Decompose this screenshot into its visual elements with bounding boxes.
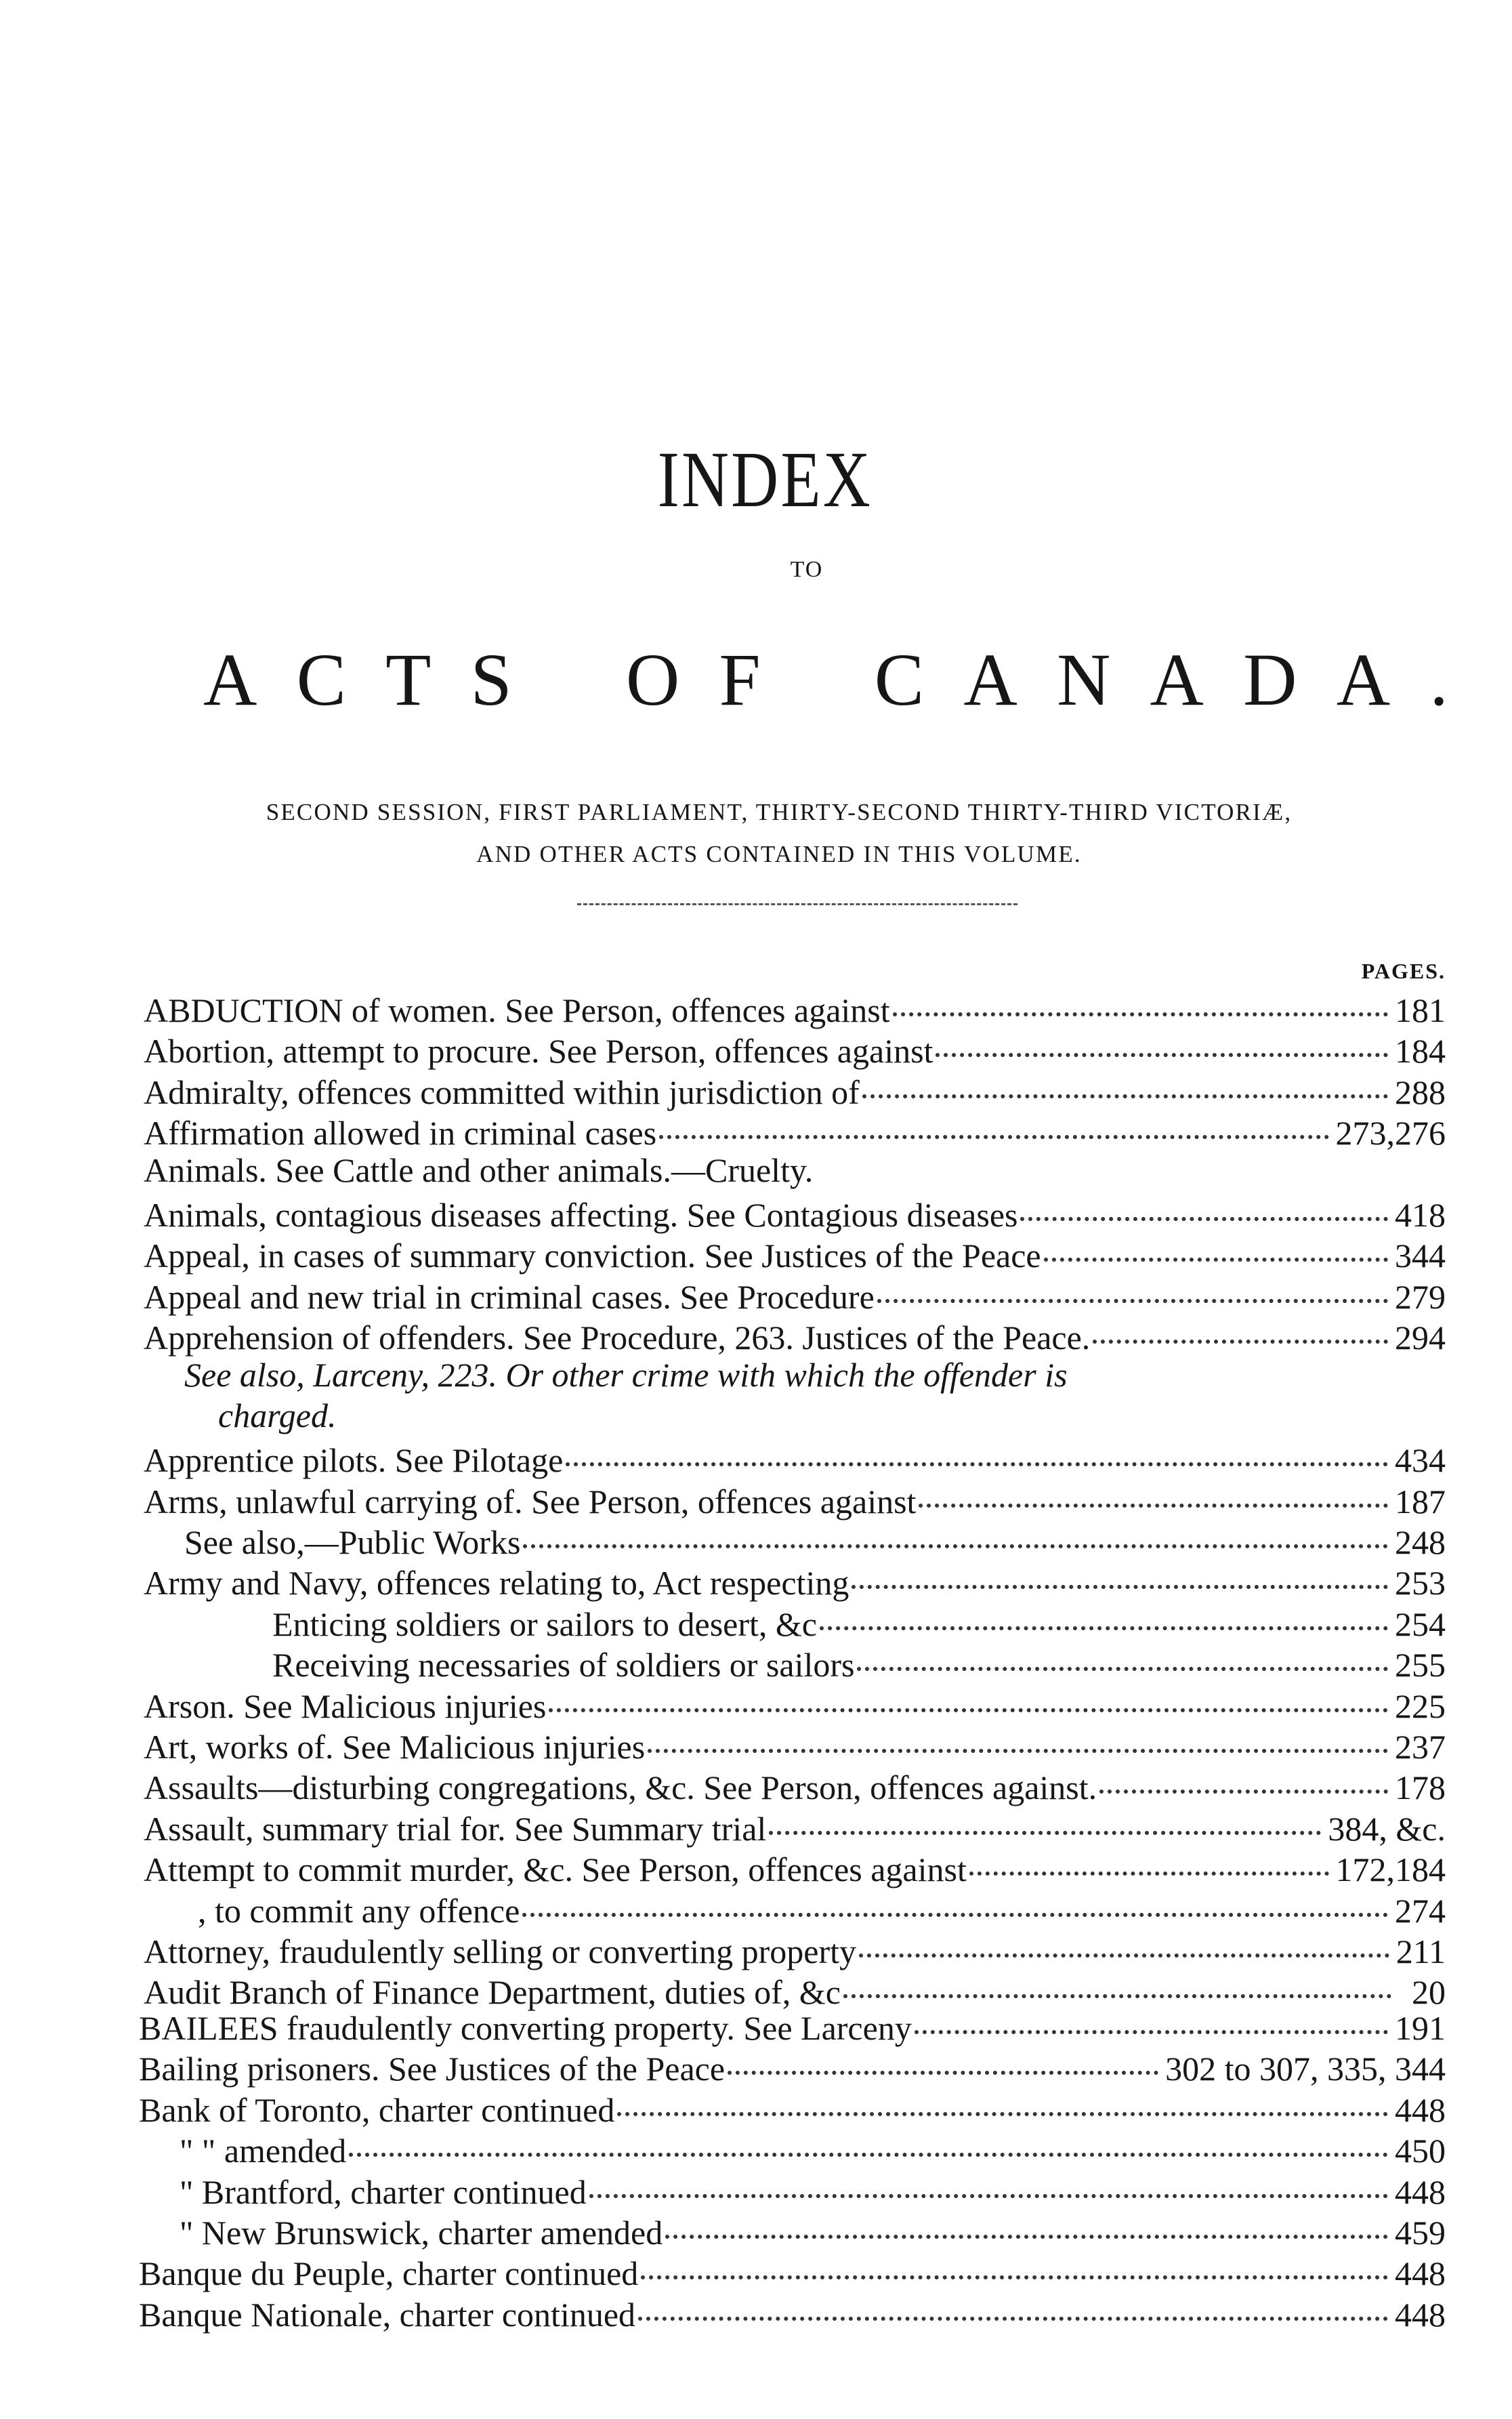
index-entry — [139, 2127, 1446, 2168]
index-entry — [144, 1436, 1446, 1480]
entry-page-number: 225 — [1395, 1687, 1446, 1725]
subtitle-letter: A — [1336, 638, 1392, 721]
index-entry — [144, 1396, 1446, 1436]
dot-leader — [1044, 1226, 1388, 1262]
entry-page-number: 20 — [1412, 1973, 1446, 2012]
index-entry — [139, 2086, 1446, 2127]
entry-page-number: 248 — [1395, 1523, 1446, 1562]
dot-leader — [862, 1063, 1388, 1098]
entry-text: Apprentice pilots. See Pilotage — [144, 1441, 564, 1480]
index-entry — [144, 1069, 1446, 1109]
index-entry — [144, 1273, 1446, 1314]
entry-text: Apprehension of offenders. See Procedure, 263. Justices of the Peace. — [144, 1319, 1091, 1357]
dot-leader — [638, 2286, 1388, 2321]
index-entry — [144, 987, 1446, 1027]
entry-page-number: 302 to 307, 335, 344 — [1165, 2050, 1446, 2088]
entry-text: Abortion, attempt to procure. See Person, offences against — [144, 1032, 933, 1071]
entry-text: See also,—Public Works — [184, 1523, 521, 1562]
entry-page-number: 448 — [1395, 2295, 1446, 2334]
subtitle-letter: T — [385, 638, 433, 721]
entry-text: Attempt to commit murder, &c. See Person, offences against — [144, 1851, 967, 1889]
entry-text: Banque du Peuple, charter continued — [139, 2254, 639, 2293]
subtitle-letter: D — [1243, 638, 1299, 721]
entry-text: Assaults—disturbing congregations, &c. See Person, offences against. — [144, 1769, 1097, 1807]
entry-text: Bank of Toronto, charter continued — [139, 2090, 615, 2129]
entry-text: Enticing soldiers or sailors to desert, &c — [272, 1605, 818, 1643]
dot-leader — [659, 1104, 1328, 1139]
subtitle-letter: A — [963, 638, 1019, 721]
entry-text: Art, works of. See Malicious injuries — [144, 1728, 646, 1766]
entry-page-number: 459 — [1395, 2213, 1446, 2252]
entry-text: Banque Nationale, charter continued — [139, 2295, 636, 2334]
subtitle-letter: O — [625, 638, 681, 721]
entry-page-number: 448 — [1395, 2172, 1446, 2211]
index-to: TO — [790, 557, 824, 582]
divider-rule — [577, 903, 1017, 905]
entry-page-number: 279 — [1395, 1277, 1446, 1316]
dot-leader — [728, 2040, 1158, 2075]
entry-text: charged. — [218, 1396, 337, 1434]
index-entry — [144, 1641, 1446, 1682]
entry-page-number: 184 — [1395, 1032, 1446, 1071]
index-entry — [144, 1805, 1446, 1846]
entry-page-number: 181 — [1395, 991, 1446, 1029]
entry-text: " Brantford, charter continued — [180, 2172, 587, 2211]
index-entry — [144, 1887, 1446, 1928]
entry-text: " " amended — [180, 2132, 347, 2170]
index-entry — [144, 1518, 1446, 1562]
entry-page-number: 384, &c. — [1328, 1809, 1446, 1848]
index-title: INDEX — [657, 435, 873, 524]
index-entries-b — [139, 2004, 1446, 2332]
subtitle-letter: F — [719, 638, 762, 721]
acts-of-canada-title — [203, 637, 1450, 723]
dot-leader — [617, 2081, 1388, 2116]
entry-text: Army and Navy, offences relating to, Act respecting — [144, 1564, 849, 1603]
entry-text: Arson. See Malicious injuries — [144, 1687, 547, 1725]
index-entry — [144, 1723, 1446, 1764]
dot-leader — [1020, 1186, 1388, 1221]
entry-text: Assault, summary trial for. See Summary trial — [144, 1809, 767, 1848]
entry-page-number: 294 — [1395, 1319, 1446, 1357]
subtitle-letter: A — [1150, 638, 1205, 721]
entry-page-number: 253 — [1395, 1564, 1446, 1603]
entry-page-number: 274 — [1395, 1891, 1446, 1930]
entry-page-number: 448 — [1395, 2090, 1446, 2129]
entry-page-number: 450 — [1395, 2132, 1446, 2170]
index-entry — [139, 2004, 1446, 2045]
subtitle-letter: C — [296, 638, 348, 721]
index-entry — [144, 1232, 1446, 1273]
subtitle-letter: . — [1429, 638, 1450, 721]
index-entry — [139, 2045, 1446, 2086]
dot-leader — [1093, 1308, 1388, 1344]
dot-leader — [523, 1513, 1388, 1548]
entry-text: Appeal, in cases of summary conviction. See Justices of the Peace — [144, 1237, 1041, 1275]
entry-text: BAILEES fraudulently converting property. See Larceny — [139, 2009, 912, 2047]
dot-leader — [843, 1963, 1391, 1998]
entry-page-number: 255 — [1395, 1646, 1446, 1684]
entry-text: Animals, contagious diseases affecting. See Contagious diseases — [144, 1195, 1018, 1234]
entry-text: , to commit any offence — [198, 1891, 520, 1930]
index-entry — [144, 1682, 1446, 1723]
subtitle-letter: A — [203, 638, 259, 721]
dot-leader — [915, 1999, 1388, 2034]
entry-text: Receiving necessaries of soldiers or sailors — [272, 1646, 855, 1684]
entry-page-number: 187 — [1395, 1482, 1446, 1521]
entry-page-number: 344 — [1395, 1237, 1446, 1275]
index-entry — [144, 1478, 1446, 1521]
entry-page-number: 172,184 — [1335, 1851, 1446, 1889]
entry-text: " New Brunswick, charter amended — [180, 2213, 663, 2252]
index-entry — [144, 1027, 1446, 1071]
dot-leader — [857, 1636, 1388, 1671]
dot-leader — [893, 981, 1388, 1016]
entry-page-number: 418 — [1395, 1195, 1446, 1234]
index-entry — [139, 2209, 1446, 2250]
entry-text: Affirmation allowed in criminal cases — [144, 1114, 657, 1153]
entry-page-number: 211 — [1395, 1932, 1446, 1970]
index-entry — [139, 2250, 1446, 2293]
entry-text: Animals. See Cattle and other animals.—Cruelty. — [144, 1151, 814, 1189]
index-entry — [144, 1314, 1446, 1355]
dot-leader — [589, 2163, 1388, 2198]
entry-page-number: 448 — [1395, 2254, 1446, 2293]
entry-page-number: 288 — [1395, 1073, 1446, 1111]
entry-text: See also, Larceny, 223. Or other crime with which the offender is — [184, 1355, 1068, 1394]
dot-leader — [769, 1800, 1321, 1835]
pages-column-header: PAGES. — [1361, 959, 1446, 983]
entry-page-number: 178 — [1395, 1769, 1446, 1807]
dot-leader — [648, 1718, 1388, 1753]
dot-leader — [820, 1595, 1388, 1630]
dot-leader — [1099, 1758, 1388, 1794]
index-entry — [139, 2291, 1446, 2332]
dot-leader — [522, 1882, 1388, 1917]
dot-leader — [936, 1022, 1388, 1057]
entry-text: Arms, unlawful carrying of. See Person, offences against — [144, 1482, 917, 1521]
dot-leader — [349, 2122, 1388, 2157]
index-entry — [144, 1355, 1446, 1396]
session-line-1: SECOND SESSION, FIRST PARLIAMENT, THIRTY-SECOND THIRTY-THIRD VICTORIÆ, — [266, 799, 1293, 825]
dot-leader — [852, 1554, 1388, 1589]
entry-page-number: 273,276 — [1335, 1114, 1446, 1153]
entry-page-number: 237 — [1395, 1728, 1446, 1766]
dot-leader — [566, 1431, 1388, 1466]
index-entry — [144, 1764, 1446, 1807]
entry-text: Appeal and new trial in criminal cases. See Procedure — [144, 1277, 875, 1316]
dot-leader — [665, 2204, 1388, 2239]
entry-text: ABDUCTION of women. See Person, offences against — [144, 991, 890, 1029]
index-entry — [144, 1559, 1446, 1603]
dot-leader — [859, 1922, 1389, 1958]
index-entry — [144, 1928, 1446, 1968]
entry-page-number: 434 — [1395, 1441, 1446, 1480]
dot-leader — [969, 1840, 1329, 1876]
subtitle-letter: C — [874, 638, 926, 721]
entry-page-number: 191 — [1395, 2009, 1446, 2047]
subtitle-letter: S — [470, 638, 513, 721]
dot-leader — [877, 1268, 1388, 1303]
index-entries-a — [144, 987, 1446, 2010]
entry-text: Admiralty, offences committed within jurisdiction of — [144, 1073, 860, 1111]
entry-page-number: 254 — [1395, 1605, 1446, 1643]
index-entry — [139, 2168, 1446, 2209]
subtitle-letter: N — [1056, 638, 1112, 721]
index-entry — [144, 1600, 1446, 1641]
index-entry — [144, 1846, 1446, 1889]
entry-text: Attorney, fraudulently selling or converting property — [144, 1932, 857, 1970]
index-entry — [144, 1191, 1446, 1232]
dot-leader — [641, 2244, 1388, 2279]
dot-leader — [549, 1677, 1388, 1712]
entry-text: Bailing prisoners. See Justices of the Peace — [139, 2050, 726, 2088]
dot-leader — [919, 1472, 1388, 1508]
index-entry — [144, 1151, 1446, 1191]
session-line-2: AND OTHER ACTS CONTAINED IN THIS VOLUME. — [476, 841, 1082, 867]
index-entry — [144, 1109, 1446, 1153]
session-description — [102, 791, 1456, 875]
entry-text: Audit Branch of Finance Department, duties of, &c — [144, 1973, 841, 2012]
